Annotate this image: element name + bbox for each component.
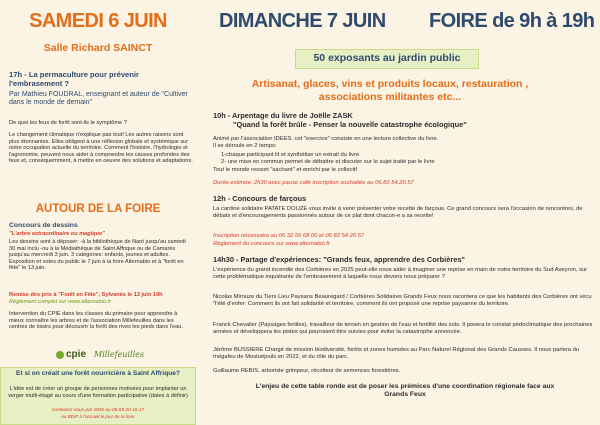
- closing-statement: L'enjeu de cette table ronde est de poser les prémices d'une coordination régionale face aux Grands Feux: [255, 383, 555, 398]
- event2-inscription: Inscription nécessaire au 06 32 56 68 00 et 06 82 54 20 57: [213, 233, 365, 239]
- event1-host: Animé par l'association IDEES. cet "exercice" consiste en une lecture collective du livre.: [213, 136, 439, 142]
- event1-steps-intro: Il se déroule en 2 temps:: [213, 143, 277, 149]
- cpie-body: Intervention du CPIE dans les classes du primaire pour apprendre à mieux connaître les arbres et de l'association Millefeuilles dans les centres de loisirs pour découvrir la forêt des rives les pieds dans l'eau.: [9, 311, 183, 331]
- event1-subtitle: "Quand la forêt brûle - Penser la nouvelle catastrophe écologique": [233, 120, 467, 129]
- talk-body: Le changement climatique n'explique pas tout! Les autres raisons sont plus étonnantes. Elles obligent à une réflexion globale et systémique sur notre occupation actuelle du territoire. Comment l'histoire, l'hydrologie et l'agronomie, peuvent nous aider à comprendre les causes profondes des feux et, conséquemment, à mettre en oeuvre des solutions et adaptations.: [9, 132, 193, 165]
- event1-note: Tout le monde ressort "sachant" et enrichi par le collectif: [213, 167, 357, 173]
- contest-body: Les dessins sont à déposer: -à la bibliothèque de Nant jusqu'au samedi 30 mai inclu -ou à la Médiathèque de Saint Affrique ou de Camarès jusqu'au mercredi 3 juin. 3 catégories: enfants, jeunes et adultes. Exposition et votes du public le 7 juin à la foire Alternabio et à "forêt en fête" le 13 juin.: [9, 239, 186, 272]
- sunday-column: [205, 0, 600, 424]
- sunday-heading: DIMANCHE 7 JUIN: [219, 10, 386, 32]
- event1-duration: Durée estimée: 2h30 avec pause café Inscription souhaitée au 06.82.54.20.57: [213, 180, 414, 186]
- contest-rules: Règlement complet sur www.alternabio.fr: [9, 299, 111, 305]
- contest-title: Concours de dessins: [9, 222, 78, 229]
- event3-intro: L'expérience du grand incendie des Corbières en 2025 peut-elle nous aider à imaginer une reprise en main de notre territoire du Sud Aveyron, sur cette problématique inquiétante de l'embrasement à laquelle nous devons nous préparer ?: [213, 267, 588, 280]
- forest-box-contact: contactez nous par SMS au 06.85.20.18.17: [51, 408, 145, 413]
- event3-jerome: Jérôme BUSSIERE Chargé de mission biodiversité, forêts et zones humides au Parc Naturel Régional des Grands Causses. Il nous parlera du mégafeu de Mostuéjouls en 2022, et du rôle du parc.: [213, 347, 580, 360]
- leaf-icon: [56, 351, 64, 359]
- forest-box-footer: ou BDIF à l'accueil le jour de la foire: [61, 414, 135, 419]
- contest-theme: "L'arbre extraordinaire ou magique": [9, 231, 105, 237]
- contest-prize: Remise des prix à "Forêt en Fête", Sylvanès le 13 juin 19h: [9, 292, 163, 298]
- saturday-heading: SAMEDI 6 JUIN: [29, 10, 167, 32]
- section-title-autour: AUTOUR DE LA FOIRE: [35, 203, 161, 215]
- permaculture-talk-title: 17h - La permaculture pour prévenir l'embrasement ?: [9, 70, 139, 88]
- cpie-logo: cpie: [56, 349, 84, 363]
- event2-body: La cantine solidaire PATATE DOUZE vous invite à venir présenter votre recette de farçous. Ce grand concours sera l'occasion de rencontres, de débats et d'encouragements passionnés autour de ce plat dont chacun-e a sa recette!: [213, 206, 583, 219]
- crafts-text: Artisanat, glaces, vins et produits locaux, restauration , associations militantes etc...: [251, 78, 529, 103]
- event2-rules: Règlement du concours sur www.alternabio.fr: [213, 241, 330, 247]
- forest-box-title: Et si on créait une forêt nourricière à Saint Affrique?: [16, 370, 180, 377]
- event3-guillaume: Guillaume REBIS, arboriste grimpeur, récolteur de semences forestières.: [213, 368, 401, 374]
- forest-box-body: L'idée est de créer un groupe de personnes motivées pour implanter un verger multi-étagé au cours d'une formation participative (dates à définir): [8, 386, 188, 399]
- event3-title: 14h30 - Partage d'expériences: "Grands feux, apprendre des Corbières": [213, 255, 465, 264]
- event2-title: 12h - Concours de farçous: [213, 194, 307, 203]
- speaker-line: Par Mathieu FOUDRAL, enseignant et auteur de "Cultiver dans le monde de demain": [9, 91, 188, 107]
- event1-title: 10h - Arpentage du livre de Joëlle ZASK: [213, 111, 353, 120]
- talk-question: De quoi les feux de forêt sont-ils le symptôme ?: [9, 120, 127, 126]
- saturday-column: [0, 0, 196, 424]
- venue-title: Salle Richard SAINCT: [43, 42, 153, 54]
- event1-step2: 2- une mise en commun permet de débattre et discuter sur le sujet traité par le livre: [221, 159, 435, 165]
- fair-hours: FOIRE de 9h à 19h: [429, 10, 595, 32]
- millefeuilles-logo: Millefeuilles: [94, 350, 144, 359]
- event3-franck: Franck Chevalier (Paysages fertiles), travailleur de terrain en gestion de l'eau et fertilité des sols. Il posera le constat pédoclimatique des prochaines années et développera les pistes qui pourraient être suivies pour éviter la catastrophe annoncée.: [213, 322, 593, 335]
- event3-nicolas: Nicolas Mirouze du Tiers Lieu Paysans Beauregard / Corbières Solidaires Grands Feux nous racontera ce que les habitants des Corbières ont vécu "l'été d'enfer: Comment ils ont fait solidarité et territoire, comment ils ont proposé une reprise paysanne du territoire.: [213, 294, 592, 307]
- exhibitors-text: 50 exposants au jardin public: [313, 52, 461, 64]
- event1-step1: 1-chaque participant lit et synthétise un extrait du livre: [221, 152, 360, 158]
